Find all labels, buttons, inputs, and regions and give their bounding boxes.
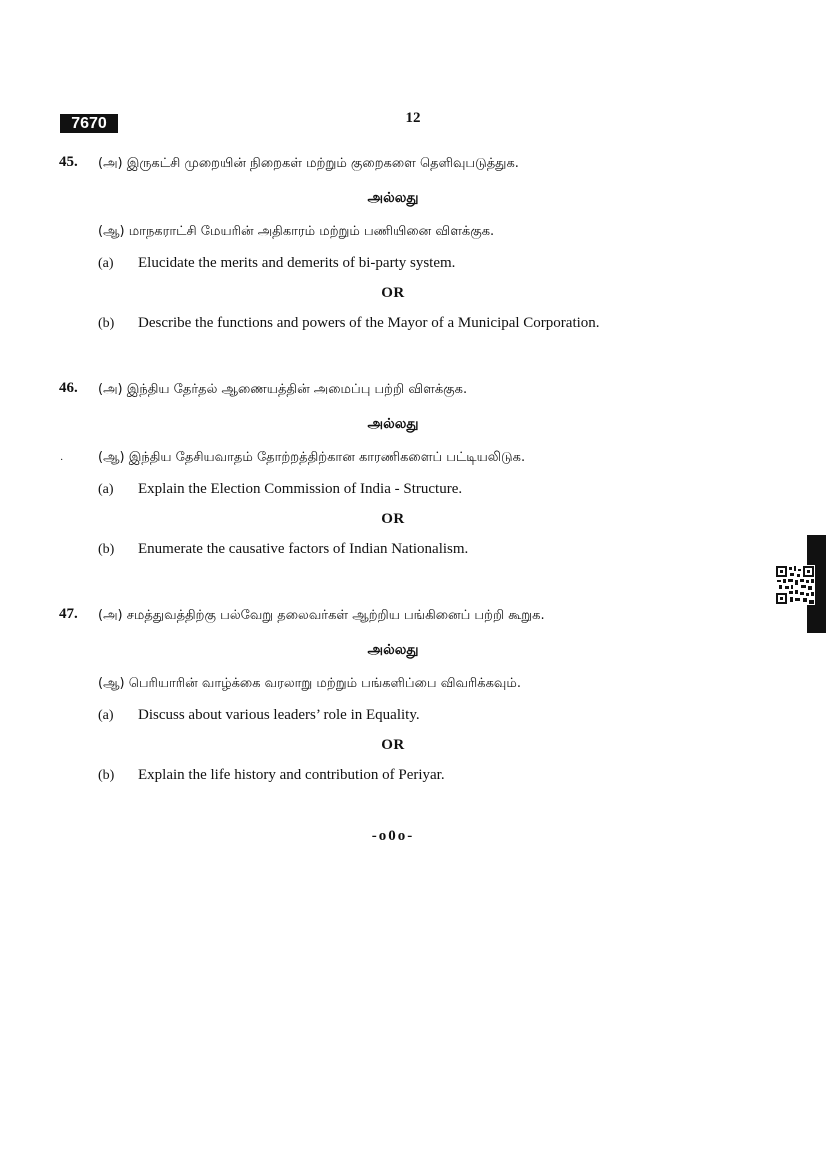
option-label: (a) — [98, 708, 114, 723]
tamil-question-a: (அ) இந்திய தேர்தல் ஆணையத்தின் அமைப்பு பற்றி விளக்குக. — [98, 382, 468, 397]
english-question-b: Enumerate the causative factors of Indian Nationalism. — [138, 541, 469, 557]
english-question-a: Explain the Election Commission of India - Structure. — [138, 481, 463, 497]
tamil-or-separator: அல்லது — [367, 416, 419, 432]
qr-code-icon — [775, 565, 815, 605]
question-number: 45. — [59, 154, 78, 170]
english-question-a: Elucidate the merits and demerits of bi-party system. — [138, 255, 456, 271]
paper-code-badge: 7670 — [60, 114, 118, 133]
option-label: (a) — [98, 482, 114, 497]
tamil-or-separator: அல்லது — [367, 190, 419, 206]
tamil-question-b: (ஆ) மாநகராட்சி மேயரின் அதிகாரம் மற்றும் பணியினை விளக்குக. — [98, 224, 495, 239]
option-label: (b) — [98, 542, 115, 557]
english-question-a: Discuss about various leaders’ role in Equality. — [138, 707, 420, 723]
question-number: 46. — [59, 380, 78, 396]
question-number: 47. — [59, 606, 78, 622]
or-separator: OR — [381, 285, 405, 301]
page-number: 12 — [405, 110, 421, 126]
option-label: (b) — [98, 768, 115, 783]
english-question-b: Describe the functions and powers of the Mayor of a Municipal Corporation. — [138, 315, 600, 331]
english-question-b: Explain the life history and contribution of Periyar. — [138, 767, 445, 783]
option-label: (a) — [98, 256, 114, 271]
tamil-question-b: (ஆ) இந்திய தேசியவாதம் தோற்றத்திற்கான காரணிகளைப் பட்டியலிடுக. — [98, 450, 526, 465]
end-of-paper-mark: -o0o- — [371, 828, 415, 844]
stray-dot: · — [60, 455, 64, 466]
option-label: (b) — [98, 316, 115, 331]
or-separator: OR — [381, 511, 405, 527]
or-separator: OR — [381, 737, 405, 753]
tamil-question-a: (அ) இருகட்சி முறையின் நிறைகள் மற்றும் குறைகளை தெளிவுபடுத்துக. — [98, 156, 519, 171]
tamil-question-b: (ஆ) பெரியாரின் வாழ்க்கை வரலாறு மற்றும் பங்களிப்பை விவரிக்கவும். — [98, 676, 521, 691]
tamil-question-a: (அ) சமத்துவத்திற்கு பல்வேறு தலைவர்கள் ஆற்றிய பங்கினைப் பற்றி கூறுக. — [98, 608, 545, 623]
tamil-or-separator: அல்லது — [367, 642, 419, 658]
